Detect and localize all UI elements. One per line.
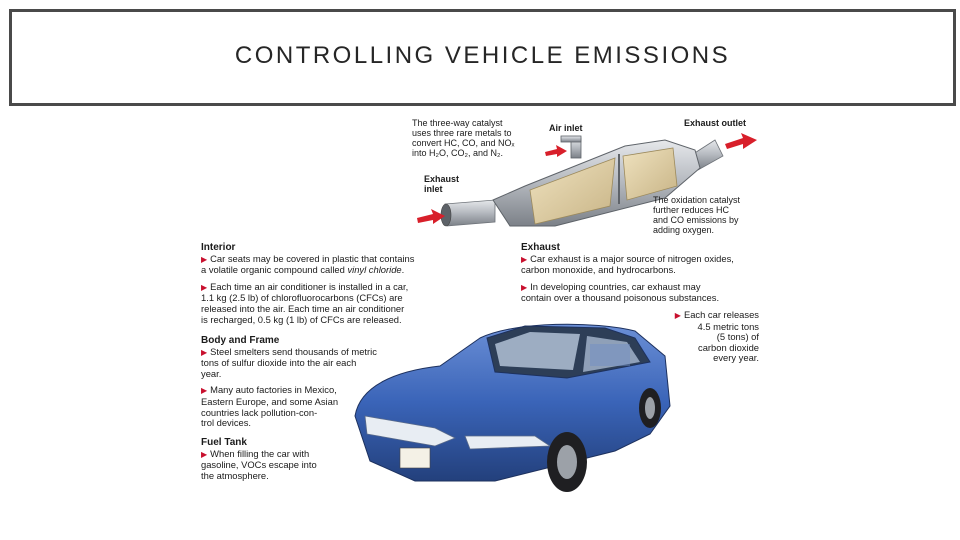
body-frame-bullet-2: ▶ Many auto factories in Mexico, (201, 384, 337, 396)
emissions-figure (195, 116, 761, 499)
fuel-tank-bullet-1: ▶ When filling the car with (201, 447, 310, 459)
exhaust-bullet-1: ▶ Car exhaust is a major source of nitrogen oxides, (521, 252, 734, 264)
exhaust-inlet-label: Exhaust inlet (424, 174, 460, 194)
exhaust-bullet-2: ▶ In developing countries, car exhaust may (521, 280, 701, 292)
interior-heading: Interior (201, 242, 236, 253)
exhaust-inlet-arrow (417, 209, 445, 224)
catalyst-note: The three-way catalyst uses three rare metals to convert HC, CO, and NOₓ into H₂O, CO₂, and N₂. (412, 118, 515, 158)
interior-section: Interior ▶ Car seats may be covered in plastic that contains a volatile organic compound called vinyl chloride. ▶ Each time an air conditioner is installed in a car, 1.1 kg (2.5 lb) of chlorofluorocarbons (CFCs) are released into the air. Each time an air conditioner is recharged, 0.5 kg (1 lb) of CFCs are released. (201, 243, 451, 325)
air-inlet-arrow (545, 145, 567, 157)
interior-bullet-2: ▶ Each time an air conditioner is installed in a car, (201, 280, 409, 292)
body-frame-heading: Body and Frame (201, 335, 280, 346)
body-frame-section: Body and Frame ▶ Steel smelters send thousands of metric tons of sulfur dioxide into the air each year. ▶ Many auto factories in Mexico, Eastern Europe, and some Asian countries lack pollution-con- trol devices. (201, 336, 421, 429)
exhaust-heading: Exhaust (521, 242, 560, 253)
exhaust-pipe-inlet (441, 200, 495, 226)
fuel-tank-section: Fuel Tank ▶ When filling the car with gasoline, VOCs escape into the atmosphere. (201, 438, 351, 481)
slide-title: CONTROLLING VEHICLE EMISSIONS (234, 42, 731, 69)
exhaust-bullet-3: ▶ Each car releases 4.5 metric tons (5 tons) of carbon dioxide every year. (674, 309, 759, 364)
fuel-tank-heading: Fuel Tank (201, 437, 247, 448)
air-inlet-label: Air inlet (549, 123, 583, 133)
air-inlet-pipe (561, 136, 581, 158)
body-frame-bullet-1: ▶ Steel smelters send thousands of metric (201, 345, 377, 357)
exhaust-outlet-label: Exhaust outlet (684, 118, 747, 128)
interior-bullet-1: ▶ Car seats may be covered in plastic that contains (201, 252, 415, 264)
title-box (9, 9, 956, 106)
exhaust-section: Exhaust ▶ Car exhaust is a major source of nitrogen oxides, carbon monoxide, and hydrocarbons. ▶ In developing countries, car exhaust may contain over a thousand poisonous substances. (521, 243, 761, 304)
oxidation-note: The oxidation catalyst further reduces HC and CO emissions by adding oxygen. (653, 195, 741, 235)
exhaust-outlet-arrow (725, 133, 757, 149)
